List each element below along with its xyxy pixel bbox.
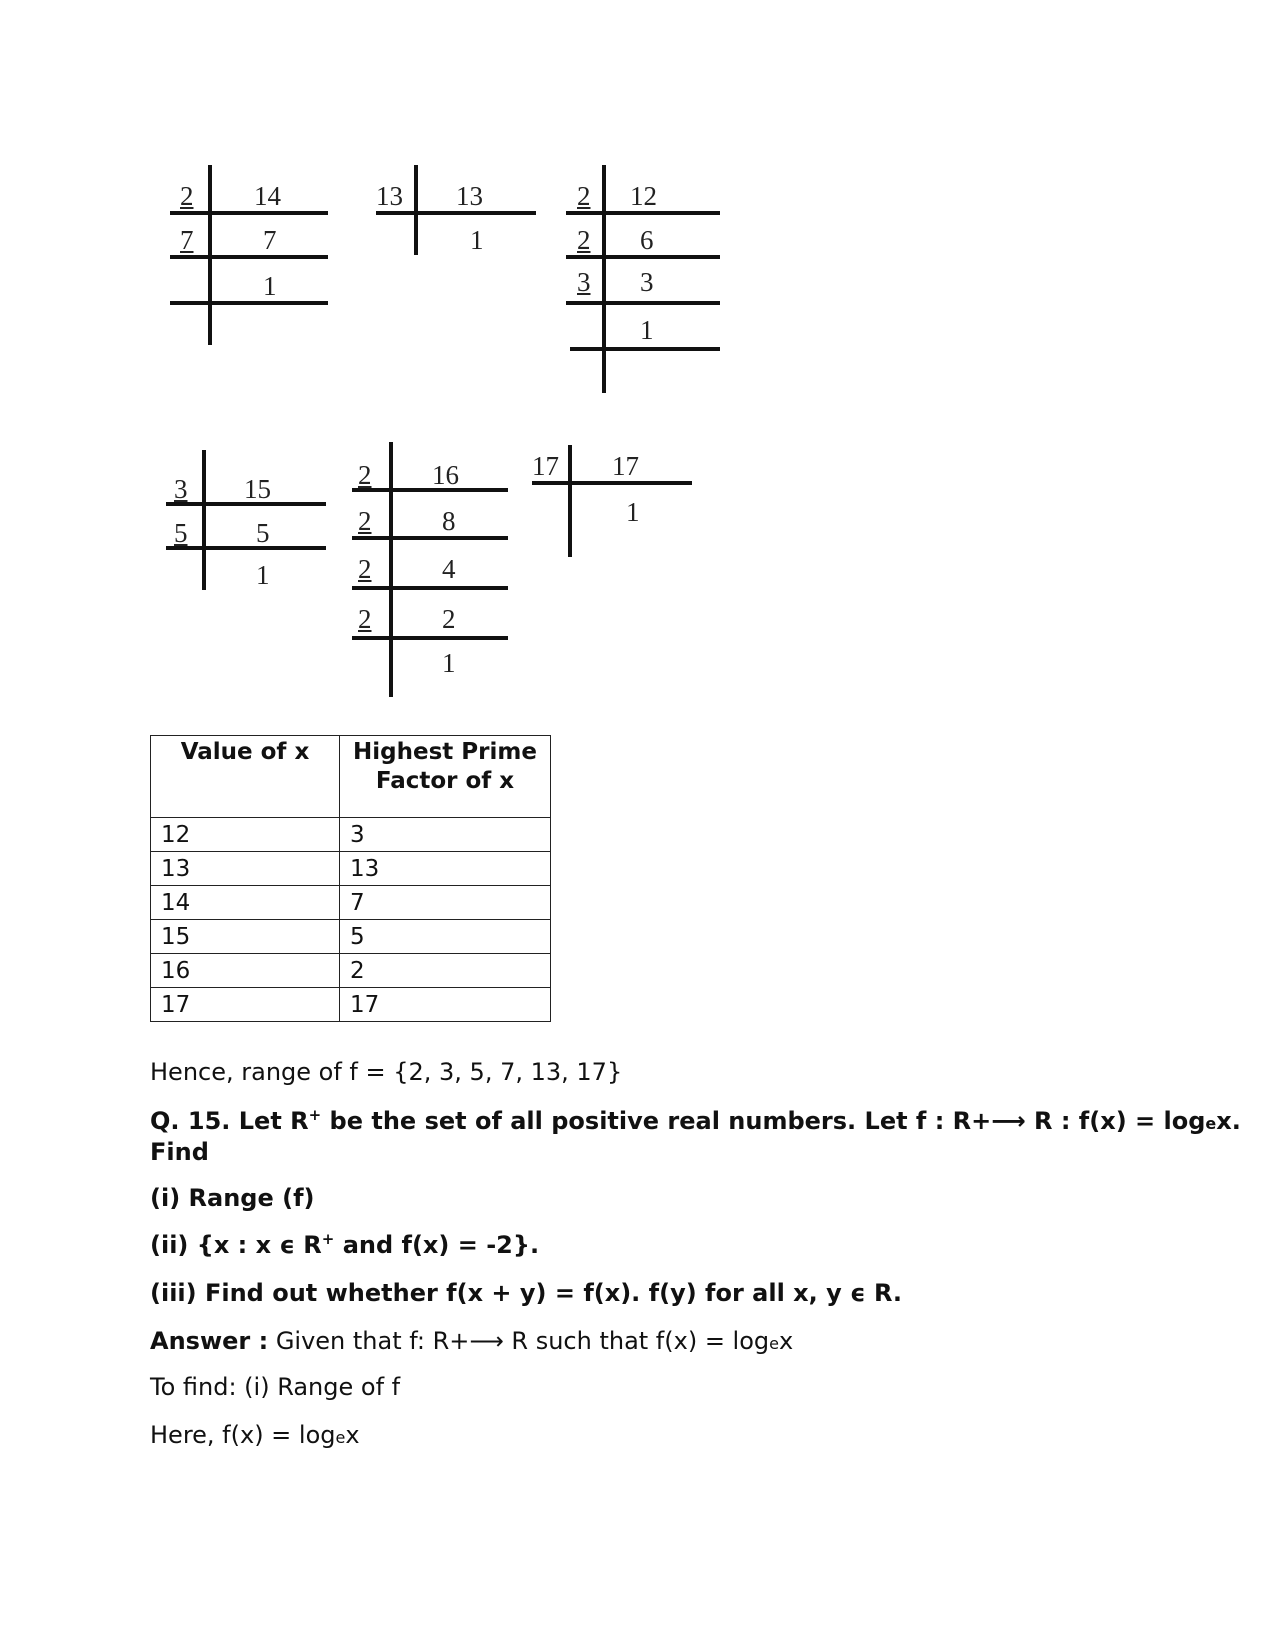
quotient: 1 bbox=[256, 560, 270, 590]
table-row bbox=[151, 852, 551, 886]
cell-x: 12 bbox=[151, 818, 340, 852]
table-row bbox=[151, 920, 551, 954]
dividend: 16 bbox=[432, 460, 459, 490]
part-ii-superscript: + bbox=[321, 1230, 335, 1248]
q15-subscript: e bbox=[1205, 1114, 1217, 1133]
dividend: 12 bbox=[630, 181, 657, 211]
divisor: 2 bbox=[358, 506, 372, 536]
division-lines bbox=[168, 165, 338, 355]
division-block-15 bbox=[166, 450, 336, 600]
quotient: 1 bbox=[442, 648, 456, 678]
q15-superscript: + bbox=[308, 1106, 322, 1124]
division-block-16 bbox=[352, 442, 522, 702]
answer-subscript: e bbox=[769, 1334, 779, 1353]
cell-x: 16 bbox=[151, 954, 340, 988]
divisor: 2 bbox=[180, 181, 194, 211]
cell-x: 14 bbox=[151, 886, 340, 920]
divisor: 5 bbox=[174, 518, 188, 548]
cell-factor: 2 bbox=[340, 954, 551, 988]
quotient: 2 bbox=[442, 604, 456, 634]
to-find-line: To find: (i) Range of f bbox=[150, 1373, 401, 1401]
header-highest-prime-factor bbox=[340, 736, 551, 818]
division-block-17 bbox=[532, 445, 702, 565]
cell-factor: 17 bbox=[340, 988, 551, 1022]
q15-text-b: be the set of all positive real numbers. Let f : R+⟶ R : f(x) = log bbox=[321, 1107, 1206, 1135]
q15-text-a: Q. 15. Let R bbox=[150, 1107, 309, 1135]
dividend: 15 bbox=[244, 474, 271, 504]
quotient: 1 bbox=[626, 497, 640, 527]
cell-x: 13 bbox=[151, 852, 340, 886]
part-ii bbox=[150, 1230, 539, 1260]
divisor: 3 bbox=[174, 474, 188, 504]
divisor: 7 bbox=[180, 225, 194, 255]
division-block-12 bbox=[566, 165, 736, 395]
range-result: Hence, range of f = {2, 3, 5, 7, 13, 17} bbox=[150, 1058, 623, 1086]
divisor: 3 bbox=[577, 267, 591, 297]
cell-factor: 5 bbox=[340, 920, 551, 954]
cell-factor: 7 bbox=[340, 886, 551, 920]
dividend: 13 bbox=[456, 181, 483, 211]
part-ii-text-b: and f(x) = -2}. bbox=[334, 1231, 540, 1259]
here-text-c: x bbox=[345, 1421, 360, 1449]
prime-factor-table bbox=[150, 735, 551, 1022]
quotient: 1 bbox=[470, 225, 484, 255]
header-line-2: Factor of x bbox=[375, 768, 515, 794]
divisor: 2 bbox=[577, 181, 591, 211]
table-row bbox=[151, 954, 551, 988]
quotient: 6 bbox=[640, 225, 654, 255]
q15-text-c: x. bbox=[1216, 1107, 1241, 1135]
divisor: 2 bbox=[358, 604, 372, 634]
dividend: 14 bbox=[254, 181, 281, 211]
divisor: 17 bbox=[532, 451, 559, 481]
table-row bbox=[151, 988, 551, 1022]
division-lines bbox=[376, 165, 546, 265]
dividend: 17 bbox=[612, 451, 639, 481]
divisor: 2 bbox=[358, 554, 372, 584]
answer-text-c: x bbox=[778, 1327, 794, 1355]
division-lines bbox=[166, 450, 336, 600]
here-text-a: Here, f(x) = log bbox=[150, 1421, 336, 1449]
part-ii-text-a: (ii) {x : x ϵ R bbox=[150, 1231, 322, 1259]
question-15-title bbox=[150, 1106, 1241, 1139]
quotient: 4 bbox=[442, 554, 456, 584]
quotient: 1 bbox=[263, 271, 277, 301]
part-i: (i) Range (f) bbox=[150, 1184, 315, 1212]
table-row bbox=[151, 886, 551, 920]
quotient: 5 bbox=[256, 518, 270, 548]
quotient: 7 bbox=[263, 225, 277, 255]
cell-factor: 3 bbox=[340, 818, 551, 852]
header-value-of-x: Value of x bbox=[151, 736, 340, 818]
answer-label: Answer : bbox=[150, 1327, 269, 1355]
divisor: 2 bbox=[577, 225, 591, 255]
quotient: 3 bbox=[640, 267, 654, 297]
quotient: 1 bbox=[640, 315, 654, 345]
question-15-find: Find bbox=[150, 1138, 209, 1166]
division-block-14 bbox=[168, 165, 338, 355]
cell-factor: 13 bbox=[340, 852, 551, 886]
division-block-13 bbox=[376, 165, 546, 265]
cell-x: 15 bbox=[151, 920, 340, 954]
header-line-1: Highest Prime bbox=[353, 739, 537, 765]
divisor: 13 bbox=[376, 181, 403, 211]
quotient: 8 bbox=[442, 506, 456, 536]
cell-x: 17 bbox=[151, 988, 340, 1022]
here-line bbox=[150, 1420, 360, 1453]
divisor: 2 bbox=[358, 460, 372, 490]
answer-text-a: Given that f: R+⟶ R such that f(x) = log bbox=[268, 1327, 770, 1355]
here-subscript: e bbox=[335, 1428, 346, 1447]
part-iii: (iii) Find out whether f(x + y) = f(x). f(y) for all x, y ϵ R. bbox=[150, 1279, 902, 1307]
table-row bbox=[151, 818, 551, 852]
answer-line bbox=[150, 1326, 793, 1359]
